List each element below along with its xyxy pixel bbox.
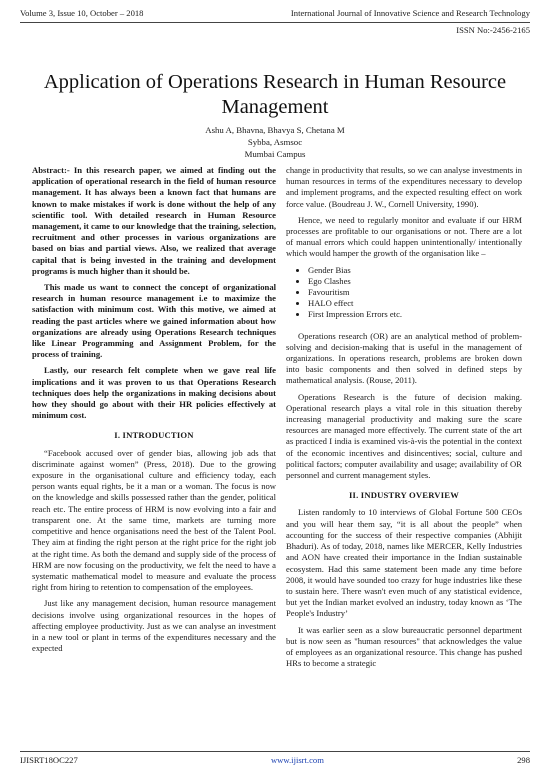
running-header <box>20 8 530 22</box>
issn: ISSN No:-2456-2165 <box>456 25 530 35</box>
bias-list <box>286 265 522 321</box>
abstract-paragraph-3: Lastly, our research felt complete when we gave real life implications and it was proven to us that Operations Research techniques does help the organizations in making decisions about how they should go about with their HR policies effectively at minimum cost. <box>32 365 276 421</box>
body-paragraph-3: Operations research (OR) are an analytical method of problem-solving and decision-making that is useful in the management of organizations. In operations research, problems are broken down into basic components and then solved in defined steps by mathematical analysis. (Rouse, 2011). <box>286 330 522 386</box>
volume-info: Volume 3, Issue 10, October – 2018 <box>20 8 144 18</box>
running-footer <box>20 755 530 767</box>
body-paragraph-4: Operations Research is the future of decision making. Operational research plays a vital role in this situation thereby increasing managerial productivity and making sure the scare resources are managed more effectively. The current state of the art as practiced I india is examined vis-à-vis the potential in the context of the economic incentives and disincentives; social, culture and political factors; computer availability and usage; availability of OR personnel and current management styles. <box>286 391 522 481</box>
author-block <box>0 124 550 160</box>
body-paragraph-6: It was earlier seen as a slow bureaucratic personnel department but is now seen as "human resources" that acknowledges the value of employees as an organizational resource. This change has pushed HRs to become a strategic <box>286 624 522 669</box>
section-heading-introduction: I. INTRODUCTION <box>114 430 194 441</box>
list-item: • HALO effect <box>308 298 522 309</box>
abstract-paragraph-1: Abstract:- In this research paper, we aimed at finding out the application of operational research in the field of human resource management. It has always been a known fact that humans are known to make mistakes if work is done without the help of any scientific tool. With detailed research in Human Resource management, it came to our knowledge that the training, selection, recruitment and other processes in various organizations are based on bias and partial views. Also, we realized that average capital that is being invested in the training and development programs is much higher than it should be. <box>32 165 276 276</box>
paper-title: Application of Operations Research in Human Resource Management <box>43 71 507 118</box>
body-paragraph-5: Listen randomly to 10 interviews of Global Fortune 500 CEOs and you will hear them say, “it is all about the people” when accounting for the success of their respective companies (Abhijit Bhaduri). As of today, 2018, names like MERCER, Kelly Industries and AON have created their importance in the Indian sustainable ecosystem. Had this same statement been made any time before 2008, it would have sounded too crazy for huge industries like these to sustain here. There wasn't even much of any statistical evidence, but yet the Indian market evolved an industry, today known as ‘The People's Industry’ <box>286 507 522 619</box>
list-item: • Gender Bias <box>308 265 522 276</box>
abstract-paragraph-2: This made us want to connect the concept of organizational research in human resource management i.e to maximize the satisfaction with minimum cost. With this motive, we aimed at reading the past articles where we gained information about how organizations are already using Operations Research techniques like Linear Programming and Assignment Problem, for the process of training. <box>32 282 276 360</box>
body-paragraph-2: Hence, we need to regularly monitor and evaluate if our HRM processes are profitable to our organisations or not. There are a lot of manual errors which could happen unintentionally/ intentionally which would hamper the growth of the organisation like – <box>286 214 522 259</box>
page-number: 298 <box>517 755 530 765</box>
body-paragraph-1: change in productivity that results, so we can analyse investments in human resources in terms of the expenditures necessary to develop and implement programs, and the expected resulting effect on work force value. (Boudreau J. W., Cornell University, 1990). <box>286 165 522 209</box>
list-item: • Favouritism <box>308 287 522 298</box>
author-location: Mumbai Campus <box>244 149 306 159</box>
journal-name: International Journal of Innovative Science and Research Technology <box>290 8 530 18</box>
intro-paragraph-2: Just like any management decision, human resource management decisions involve using organizational resources in the hopes of affecting employee productivity. Just as we can analyse an investment in a new tool or plant in terms of the expenditures necessary and the expected <box>32 598 276 654</box>
author-names: Ashu A, Bhavna, Bhavya S, Chetana M <box>205 125 345 135</box>
author-affiliation: Sybba, Asmsoc <box>247 137 303 147</box>
right-column <box>286 165 522 674</box>
paper-id: IJISRT18OC227 <box>20 755 78 765</box>
intro-paragraph-1: “Facebook accused over of gender bias, allowing job ads that discriminate against women” (Press, 2018). Due to the growing exposure in the organisational culture and efficiency today, each person wants equal rights, be it a man or a woman. The focus is now on the knowledge and skills possessed rather than the gender, political reach etc. The entire process of HRM is now evolving into a fair and transparent one. At the same time, markets are turning more competitive and hence organisations need the best of the Talent Pool. They aim at finding the right person at the right price for the right job at the right time. As both the demand and supply side of the process of HRM are now focusing on the productivity, we felt the need to have a systematic mathematical model to measure and evaluate the process right from hiring to retention to compensation of the employees. <box>32 447 276 593</box>
footer-rule <box>20 751 530 752</box>
section-heading-industry-overview: II. INDUSTRY OVERVIEW <box>348 490 459 501</box>
list-item: • Ego Clashes <box>308 276 522 287</box>
header-rule <box>20 22 530 23</box>
journal-url-link[interactable]: www.ijisrt.com <box>270 755 324 765</box>
list-item: • First Impression Errors etc. <box>308 309 522 320</box>
left-column <box>32 165 276 659</box>
